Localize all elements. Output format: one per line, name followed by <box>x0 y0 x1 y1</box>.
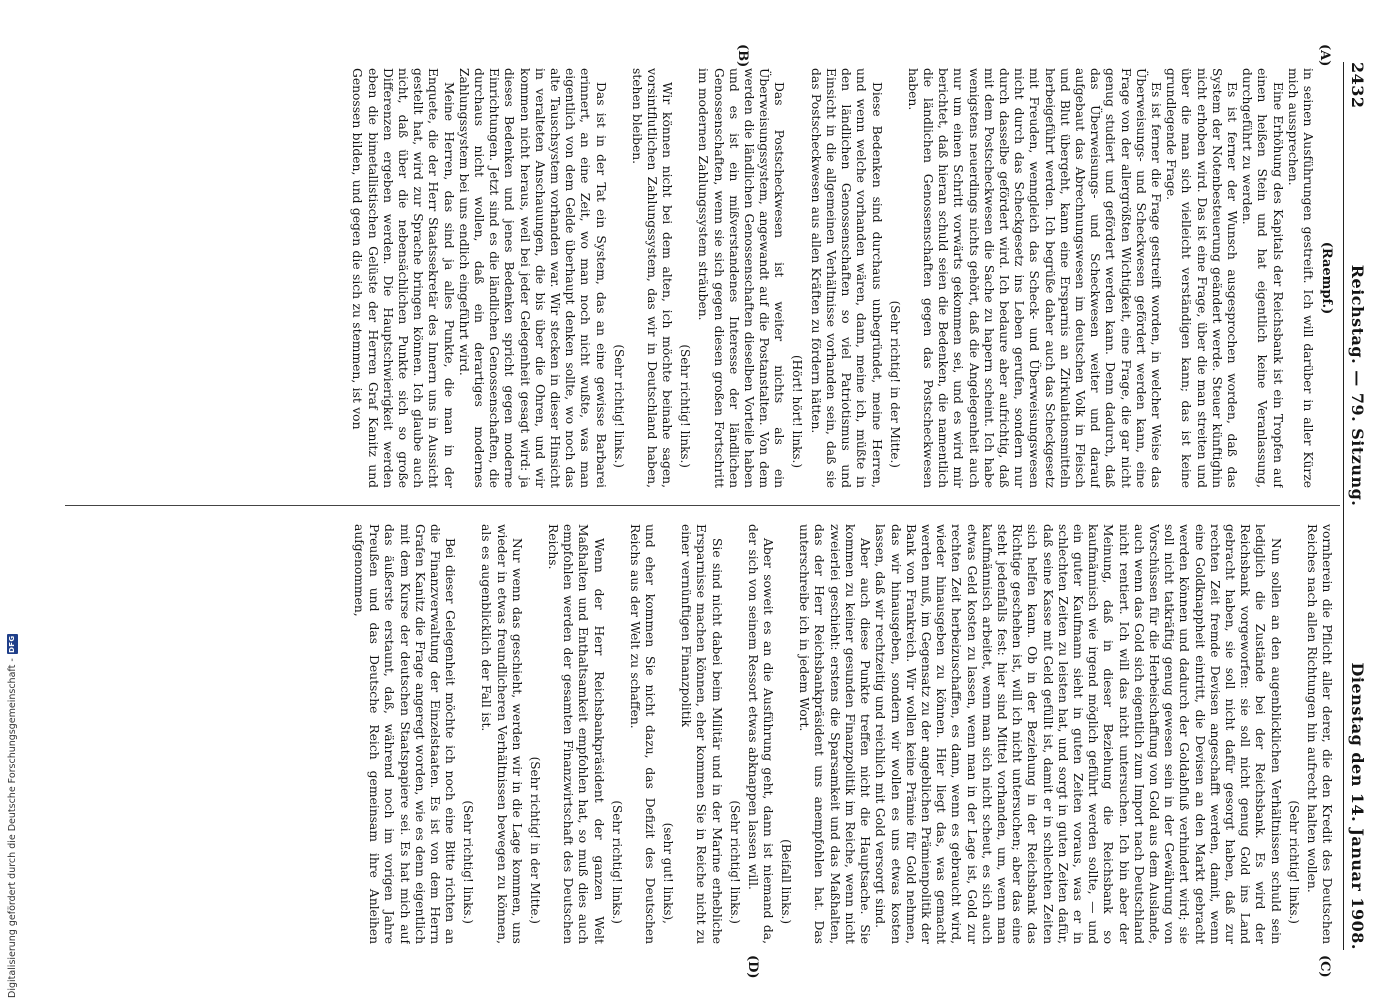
interjection: (Hört! hört! links.) <box>790 354 805 468</box>
page-number: 2432 <box>1348 62 1367 109</box>
interjection: (Beifall links.) <box>779 839 794 924</box>
interjection: (Sehr richtig! in der Mitte.) <box>527 756 542 924</box>
digitization-credit <box>4 8 20 998</box>
paragraph: in seinen Ausführungen gestreift. Ich will darüber in aller Kürze mich aussprechen. <box>1285 68 1315 488</box>
document-page <box>60 44 1370 979</box>
interjection: (Sehr richtig! links.) <box>609 800 624 924</box>
left-column <box>64 68 1334 488</box>
paragraph: Nun sollen an den augenblicklichen Verhältnissen schuld sein lediglich die Zustände bei der Reichsbank. Es wird der Reichsbank vorgeworfen: sie soll nicht genug Gold ins Land gebracht haben, sie soll nicht dafür gesorgt haben, daß zur rechten Zeit fremde Devisen angeschafft werden, damit, wenn eine Goldknappheit eintritt, die Devisen an den Markt gebracht werden können und dadurch der Goldabfluß verhindert wird; sie soll nicht tatkräftig genug gewesen sein in der Gewährung von Vorschüssen für die Herbeischaffung von Gold aus dem Auslande, auch wenn das Gold sich eigentlich zum Import nach Deutschland nicht rentiert. Ich will das nicht untersuchen. Ich bin aber der Meinung, daß in dieser Beziehung die Reichsbank so kaufmännisch wie irgend möglich geführt werden sollte, — und ein guter Kaufmann sieht in guten Zeiten voraus, was er in schlechten Zeiten zu leisten hat, und sorgt in guten Zeiten dafür, daß seine Kasse mit Geld gefüllt ist, damit er in schlechten Zeiten sich helfen kann. Ob in der Beziehung in der Reichsbank das Richtige geschehen ist, will ich nicht untersuchen; aber das eine steht jedenfalls fest: hier sind Mittel vorhanden, um, wenn man kaufmännisch arbeitet, wenn man sich nicht scheut, es sich auch etwas Geld kosten zu lassen, wenn man in der Lage ist, Gold zur rechten Zeit herbeizuschaffen, es dann, wenn es gebraucht wird, wieder hinausgeben zu können. Hier liegt das, was gemacht werden muß, im Gegensatz zu der angeblichen Prämienpolitik der Bank von Frankreich. Wir wollen keine Prämie für Gold nehmen, das wir hinausgeben, sondern wir wollen es uns etwas kosten lassen, daß wir rechtzeitig und reichlich mit Gold versorgt sind. <box>873 524 1283 944</box>
paragraph: Wenn der Herr Reichsbankpräsident der ganzen Welt Maßhalten und Enthaltsamkeit empfohlen hat, so muß dies auch empfohlen werden der gesamten Finanzwirtschaft des Deutschen Reichs. <box>546 524 606 944</box>
paragraph: Diese Bedenken sind durchaus unbegründet, meine Herren, und wenn welche vorhanden wären, dann, meine ich, müßte in den ländlichen Genossenschaften so viel Patriotismus und Einsicht in die allgemeinen Verhältnisse vorhanden sein, daß sie das Postscheckwesen aus allen Kräften zu fördern hätten. <box>808 68 884 488</box>
paragraph: Das ist in der Tat ein System, das an eine gewisse Barbarei erinnert, an eine Zeit, wo man noch nicht wußte, was man eigentlich von dem Gelde überhaupt denken sollte, wo noch das alte Tauschsystem vorhanden war. Wir stecken in dieser Hinsicht in veralteten Anschauungen, die bis über die Ohren, und wir kommen nicht heraus, weil bei jeder Gelegenheit gesagt wird: ja dieses Bedenken und jenes Bedenken spricht gegen moderne Einrichtungen. Jetzt sind es die ländlichen Genossenschaften, die durchaus nicht wollen, daß ein derartiges modernes Zahlungssystem bei uns endlich eingeführt wird. <box>456 68 608 488</box>
paragraph: Es ist ferner der Wunsch ausgesprochen worden, daß das System der Notenbesteuerung geändert werde. Steuer künftighin nicht erhoben wird. Das ist eine Frage, über die man streiten und über die man sich vielleicht verständigen kann; das ist keine grundlegende Frage. <box>1164 68 1239 488</box>
paragraph: Wir können nicht bei dem alten, ich möchte beinahe sagen, vorsintflutlichen Zahlungssystem, das wir in Deutschland haben, stehen bleiben. <box>629 68 675 488</box>
margin-letter-c: (C) <box>1317 955 1332 978</box>
header-rule <box>1343 62 1344 950</box>
paragraph: Nur wenn das geschieht, werden wir in die Lage kommen, uns wieder in etwas freundlicheren Verhältnissen bewegen zu können, als es augenblicklich der Fall ist. <box>479 524 524 944</box>
paragraph: Es ist ferner die Frage gestreift worden, in welcher Weise das Überweisungs- und Scheckwesen gefördert werden kann, eine Frage von der allergrößten Wichtigkeit, eine Frage, die gar nicht genug studiert und gefördert werden kann. Denn dadurch, daß das Überweisungs- und Scheckwesen weiter und darauf aufgebaut das Abrechnungswesen im deutschen Volk in Fleisch und Blut übergeht, kann eine Ersparnis an Zirkulationsmitteln herbeigeführt werden. Ich begrüße daher auch das Scheckgesetz mit Freuden, wenngleich das Scheck- und Überweisungswesen nicht durch das Scheckgesetz ins Leben gerufen, sondern nur durch dasselbe gefördert wird. Ich bedaure aber aufrichtig, daß mit dem Postscheckwesen die Sache zu hapern scheint. Ich habe wenigstens neuerdings nichts gehört, daß die Angelegenheit auch nur um einen Schritt vorwärts gekommen sei, und es wird mir berichtet, daß hieran schuld seien die Bedenken, die namentlich die ländlichen Genossenschaften gegen das Postscheckwesen haben. <box>905 68 1163 488</box>
column-divider <box>65 505 1340 506</box>
paragraph: Sie sind nicht dabei beim Militär und in der Marine erhebliche Ersparnisse machen können, eher kommen Sie in Reiche nicht zu einer vernünftigen Finanzpolitik <box>679 524 724 944</box>
paragraph: und eher kommen Sie nicht dazu, das Defizit des Deutschen Reichs aus der Welt zu schaffen. <box>627 524 658 944</box>
paragraph: Das Postscheckwesen ist weiter nichts als ein Überweisungssystem, angewandt auf die Postanstalten. Von dem werden die ländlichen Genossenschaften dieselben Vorteile haben und es ist ein mißverstandenes Interesse der ländlichen Genossenschaften, wenn sie sich gegen diesen großen Fortschritt im modernen Zahlungssystem sträuben. <box>696 68 787 488</box>
margin-letter-a: (A) <box>1317 44 1332 67</box>
speaker-name: (Raempf.) <box>1319 241 1334 315</box>
interjection: (sehr gut! links), <box>661 822 676 924</box>
dfg-logo: DFG <box>8 635 16 653</box>
header-title: Reichstag. — 79. Sitzung. <box>1348 264 1367 507</box>
margin-letter-d: (D) <box>745 955 760 979</box>
paragraph: Eine Erhöhung des Kapitals der Reichsbank ist ein Tropfen auf einen heißen Stein und hat eigentlich keine Veranlassung, durchgeführt zu werden. <box>1240 68 1285 488</box>
interjection: (Sehr richtig! links.) <box>461 800 476 924</box>
interjection: (Sehr richtig! in der Mitte.) <box>887 300 902 468</box>
interjection: (Sehr richtig! links.) <box>611 344 626 468</box>
interjection: (Sehr richtig! links.) <box>727 800 742 924</box>
interjection: (Sehr richtig! links.) <box>1286 800 1301 924</box>
paragraph: Aber soweit es an die Ausführung geht, dann ist niemand da, der sich von seinem Ressort etwas abknappen lassen will. <box>745 524 776 944</box>
credit-text: Digitalisierung gefördert durch die Deutsche Forschungsgemeinschaft - <box>6 658 18 998</box>
paragraph: Aber auch diese Punkte treffen nicht die Hauptsache. Sie kommen zu keiner gesunden Finanzpolitik im Reiche, wenn nicht zweierlei geschieht: erstens die Sparsamkeit und das Maßhalten, das der Herr Reichsbankpräsident uns anempfohlen hat. Das unterschreibe ich in jedem Wort. <box>797 524 873 944</box>
paragraph: Meine Herren, das sind ja alles Punkte, die man in der Enquete, die der Herr Staatssekretär des Innern uns in Aussicht gestellt hat, wird zur Sprache bringen können. Ich glaube auch nicht, daß über die nebensächlichen Punkte sich so große Differenzen ergeben werden. Die Hauptschwierigkeit werden eben die bimetallistischen Gelüste der Herren Graf Kanitz und Genossen bilden, und gegen die sich zu stemmen, ist von <box>350 68 456 488</box>
interjection: (Sehr richtig! links.) <box>678 344 693 468</box>
paragraph: Bei dieser Gelegenheit möchte ich noch eine Bitte richten an die Finanzverwaltung der Einzelstaaten. Es ist von dem Herrn Grafen Kanitz die Frage angeregt worden, wie es denn eigentlich mit dem Kurse der deutschen Staatspapiere sei. Es hat mich auf das äußerste erstaunt, daß, während noch im vorigen Jahre Preußen und das Deutsche Reich gemeinsam ihre Anleihen aufgenommen, <box>352 524 458 944</box>
paragraph: vornherein die Pflicht aller derer, die den Kredit des Deutschen Reiches nach allen Richtungen hin aufrecht halten wollen. <box>1304 524 1334 944</box>
margin-letter-b: (B) <box>735 44 750 68</box>
right-column <box>64 524 1334 944</box>
page-header <box>1348 62 1370 950</box>
header-date: Dienstag den 14. Januar 1908. <box>1348 662 1367 950</box>
